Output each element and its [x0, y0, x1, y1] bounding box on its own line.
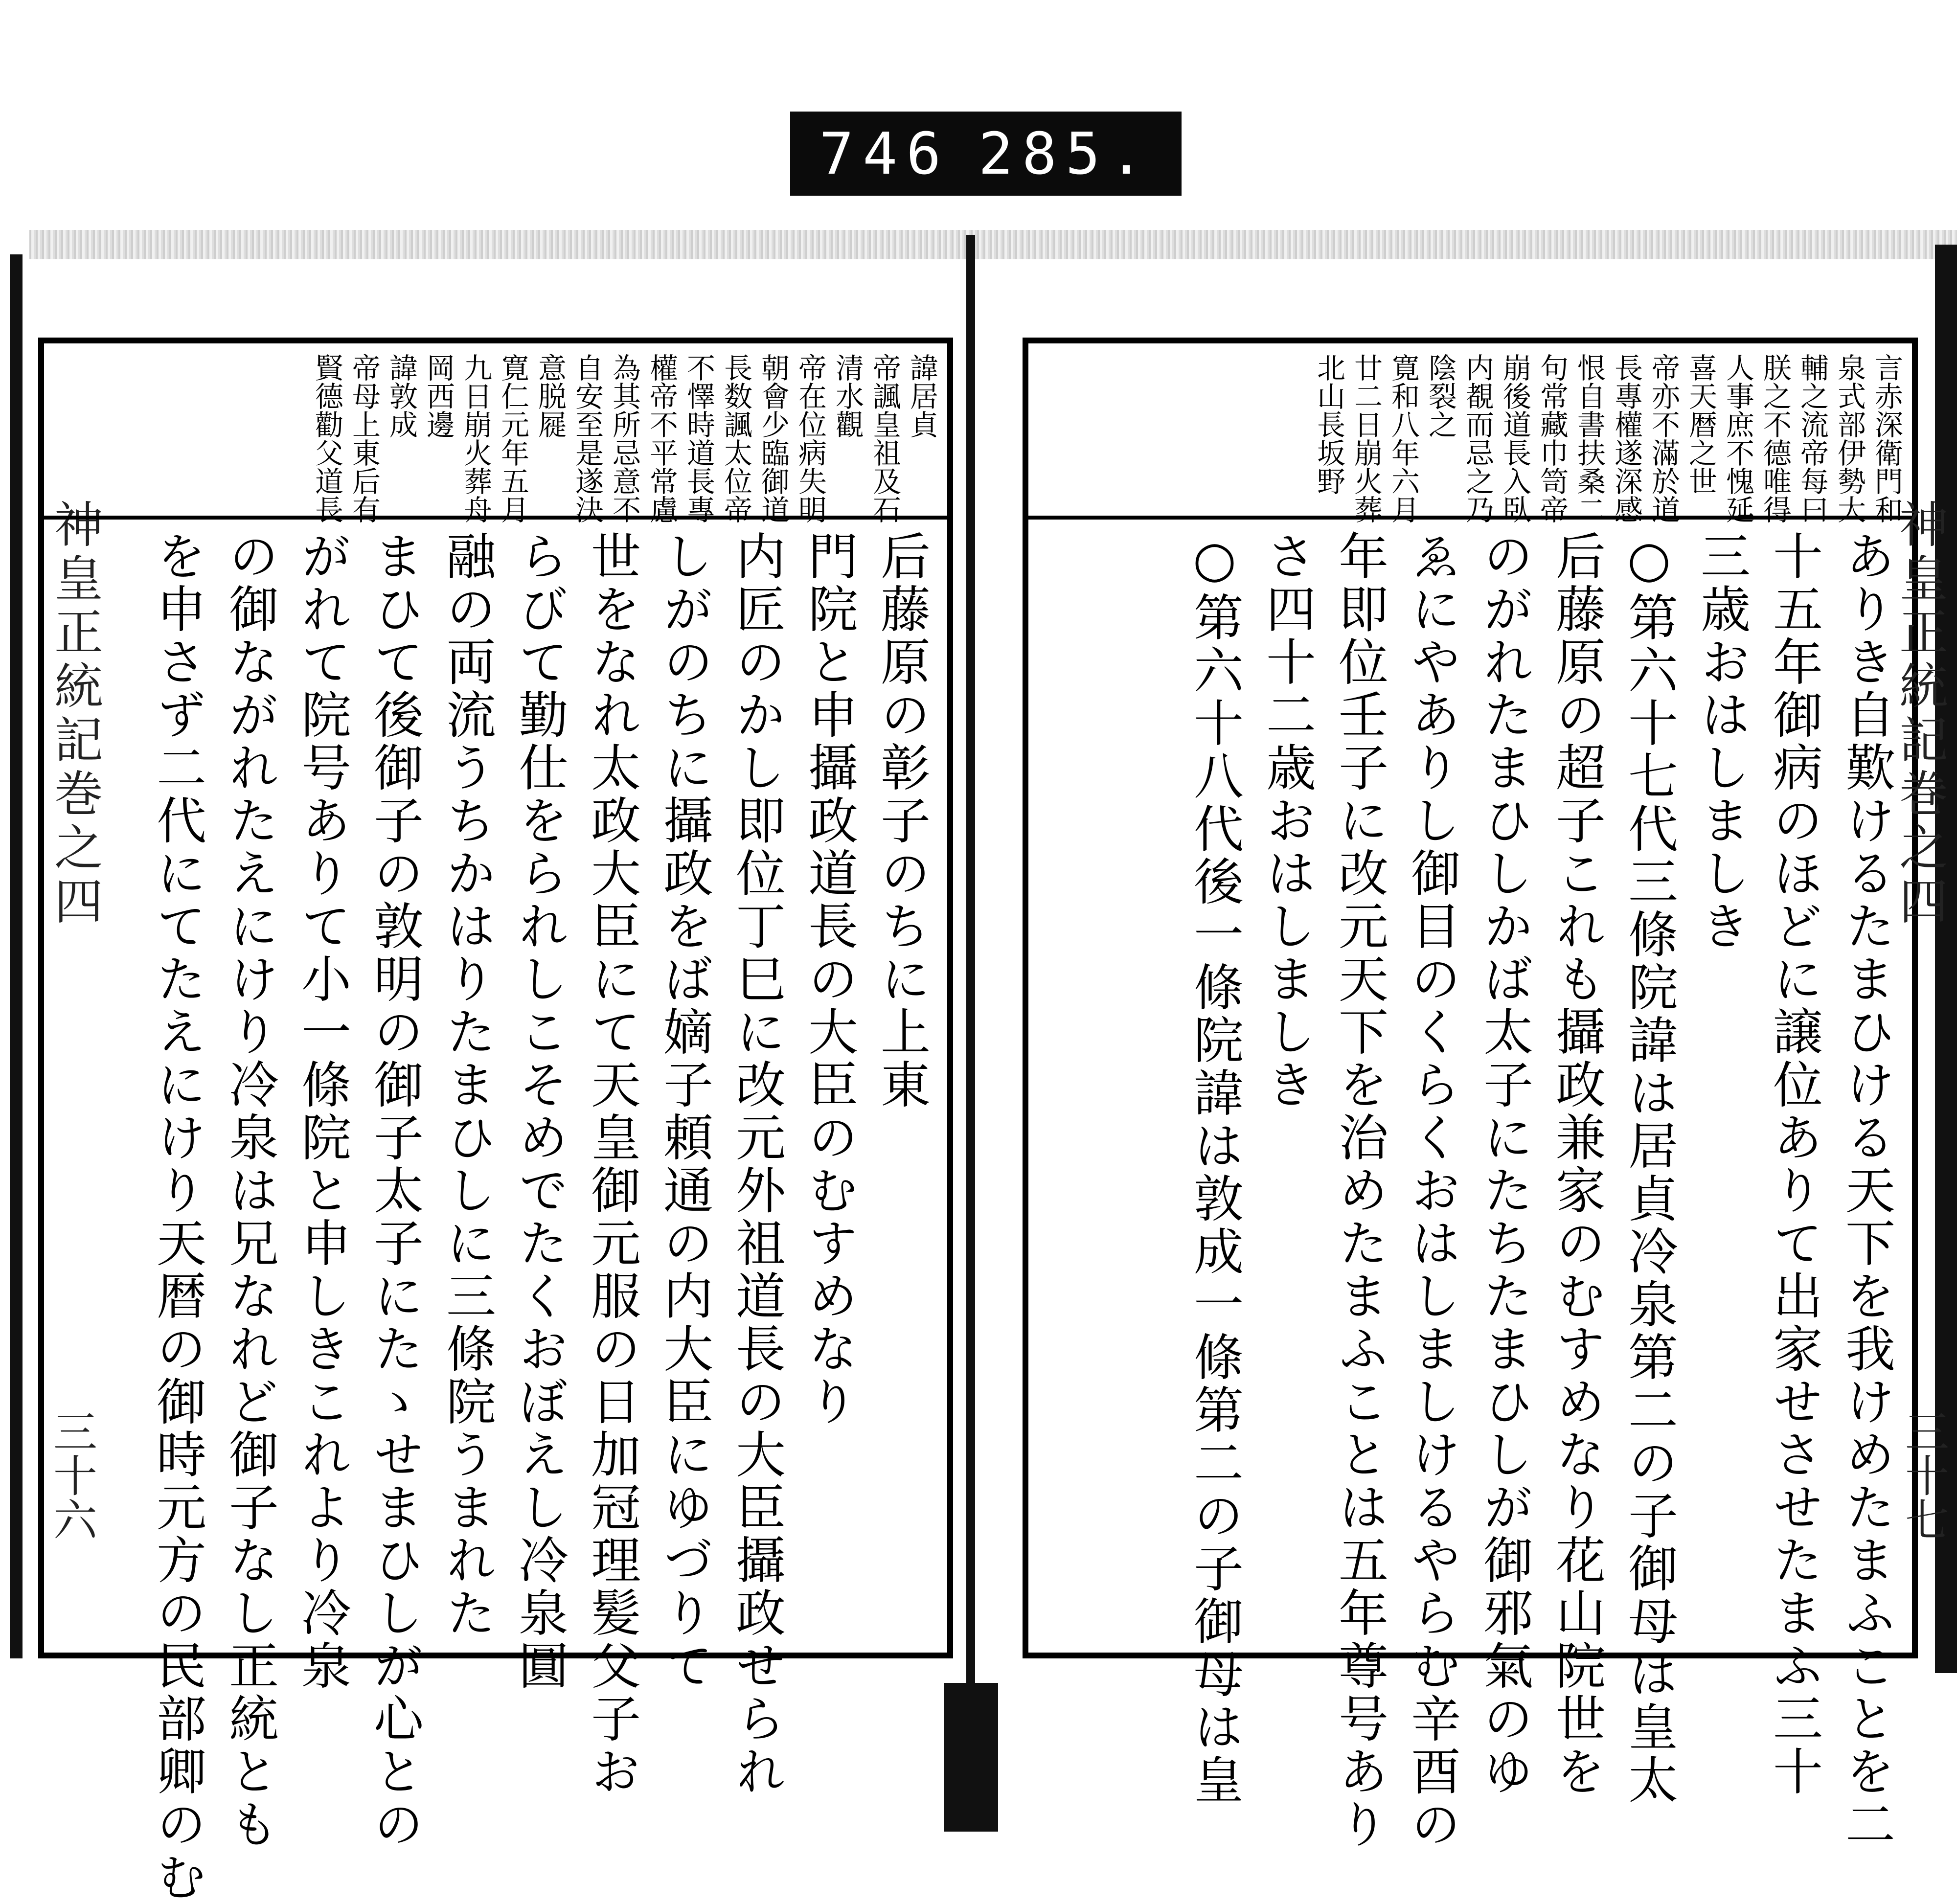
headnote-column: 九日崩火葬舟: [459, 353, 492, 523]
center-gutter-lower: [944, 1683, 998, 1832]
headnote-column: 長数諷太位帝: [719, 353, 752, 523]
text-column: 内匠のかし即位丁巳に改元外祖道長の大臣攝政せられ: [728, 530, 786, 1798]
left-page-outer-edge: [10, 254, 23, 1658]
headnote-column: 崩後道長入臥: [1498, 353, 1531, 523]
headnote-column: 輔之流帝每曰: [1796, 353, 1829, 523]
catalog-number-right: 285.: [978, 120, 1153, 187]
headnote-column: 帝亦不滿於道: [1647, 353, 1680, 523]
text-column: さ四十二歳おはしましき: [1258, 530, 1316, 1111]
headnote-column: 帝母上東后有: [347, 353, 381, 523]
right-headnote-area: [1028, 343, 1912, 523]
text-column: のがれたまひしかば太子にたちたまひしが御邪氣のゆ: [1475, 530, 1533, 1798]
headnote-column: 内覩而忌之乃: [1461, 353, 1494, 523]
catalog-number-label: [790, 112, 1182, 196]
headnote-column: 長專權遂深感: [1610, 353, 1643, 523]
text-column: しがのちに攝政をば嫡子頼通の内大臣にゆづりて: [655, 530, 713, 1693]
headnote-column: 諱居貞: [905, 353, 938, 438]
headnote-column: 自安至是遂決: [570, 353, 604, 523]
right-body-text-area: [1028, 520, 1912, 1851]
headnote-column: 寛仁元年五月: [496, 353, 529, 523]
top-edge-shadow: [29, 230, 1957, 259]
text-column: ○第六十八代後一條院諱は敦成一條第二の子御母は皇: [1185, 530, 1244, 1807]
text-column: 后藤原の彰子のちに上東: [872, 530, 931, 1111]
headnote-column: 賢德勸父道長: [310, 353, 343, 523]
text-column: ○第六十七代三條院諱は居貞冷泉第二の子御母は皇太: [1620, 530, 1678, 1807]
headnote-column: 朝會少臨御道: [756, 353, 790, 523]
headnote-column: 帝諷皇祖及石: [868, 353, 901, 523]
text-column: 十五年御病のほどに譲位ありて出家せさせたまふ三十: [1765, 530, 1823, 1798]
text-column: ゑにやありし御目のくらくおはしましけるやらむ辛酉の: [1403, 530, 1461, 1851]
headnote-column: 泉式部伊勢大: [1833, 353, 1866, 523]
headnote-column: 清水觀: [831, 353, 864, 438]
headnote-column: 喜天暦之世: [1684, 353, 1717, 495]
headnote-column: 寛和八年六月: [1387, 353, 1420, 523]
headnote-column: 北山長坂野: [1312, 353, 1345, 495]
text-column: を申さず二代にてたえにけり天暦の御時元方の民部卿のむ: [148, 530, 206, 1904]
headnote-column: 恨自書扶桑二: [1572, 353, 1606, 523]
right-page: [1023, 338, 1918, 1851]
left-folio: 三十六: [46, 1409, 97, 1541]
right-folio: 三十七: [1897, 1409, 1949, 1541]
text-column: 年即位壬子に改元天下を治めたまふことは五年尊号あり: [1330, 530, 1388, 1851]
right-margin-title: 神皇正統記巻之四: [1891, 499, 1948, 929]
headnote-column: 人事庶不愧延: [1721, 353, 1754, 523]
left-body-text-area: [44, 520, 947, 1904]
text-column: 世をなれ太政大臣にて天皇御元服の日加冠理髪父子お: [583, 530, 641, 1798]
text-column: らびて勤仕をられしこそめでたくおぼえし冷泉圓: [510, 530, 569, 1693]
catalog-number-left: 746: [819, 120, 950, 187]
headnote-column: 不懌時道長專: [682, 353, 715, 523]
headnote-column: 意脱屣: [533, 353, 567, 438]
text-column: ありき自歎けるたまひける天下を我けめたまふことを二: [1837, 530, 1895, 1851]
headnote-column: 廿二日崩火葬: [1349, 353, 1383, 523]
text-column: 門院と申攝政道長の大臣のむすめなり: [800, 530, 858, 1428]
text-column: 三歳おはしましき: [1692, 530, 1751, 953]
text-column: 后藤原の超子これも攝政兼家のむすめなり花山院世を: [1547, 530, 1606, 1798]
headnote-column: 諱敦成: [385, 353, 418, 438]
headnote-column: 為其所忌意不: [608, 353, 641, 523]
center-gutter: [966, 235, 975, 1702]
text-column: がれて院号ありて小一條院と申しきこれより冷泉: [293, 530, 351, 1693]
headnote-column: 帝在位病失明: [794, 353, 827, 523]
headnote-column: 陰裂之: [1424, 353, 1457, 438]
headnote-column: 岡西邊: [422, 353, 455, 438]
text-column: の御ながれたえにけり冷泉は兄なれど御子なし正統とも: [221, 530, 279, 1851]
headnote-column: 朕之不德唯得: [1758, 353, 1792, 523]
left-headnote-area: [44, 343, 947, 523]
headnote-column: 句常藏巾笥帝: [1535, 353, 1569, 523]
headnote-column: 言赤深衛門和: [1870, 353, 1903, 523]
left-margin-title: 神皇正統記巻之四: [46, 499, 103, 929]
text-column: 融の両流うちかはりたまひしに三條院うまれた: [438, 530, 496, 1640]
text-column: まひて後御子の敦明の御子太子にたゝせまひしが心との: [365, 530, 424, 1851]
headnote-column: 權帝不平常慮: [645, 353, 678, 523]
left-page: [38, 338, 953, 1904]
